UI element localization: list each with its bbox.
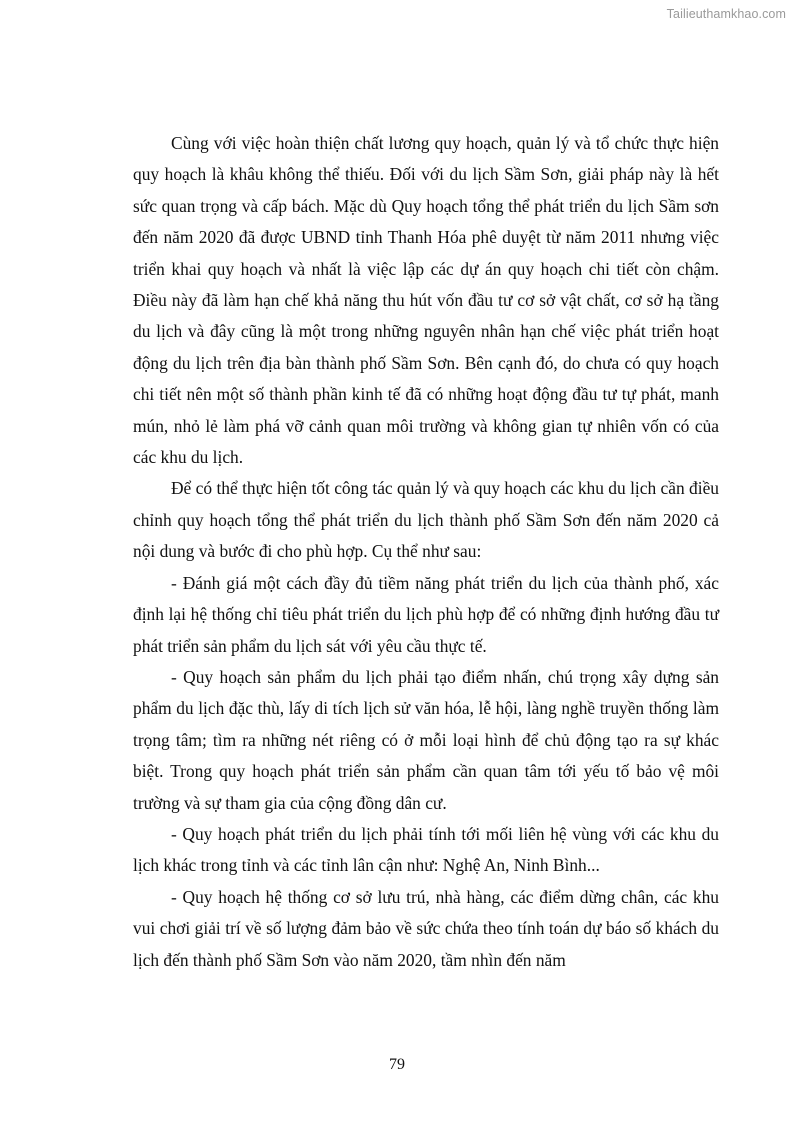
paragraph-6: - Quy hoạch hệ thống cơ sở lưu trú, nhà hàng, các điểm dừng chân, các khu vui chơi giải trí về số lượng đảm bảo về sức chứa theo tính toán dự báo số khách du lịch đến thành phố Sầm Sơn vào năm 2020, tầm nhìn đến năm	[133, 886, 719, 970]
paragraph-4: - Quy hoạch sản phẩm du lịch phải tạo điểm nhấn, chú trọng xây dựng sản phẩm du lịch đặc thù, lấy di tích lịch sử văn hóa, lễ hội, làng nghề truyền thống làm trọng tâm; tìm ra những nét riêng có ở mỗi loại hình để chủ động tạo ra sự khác biệt. Trong quy hoạch phát triển sản phẩm cần quan tâm tới yếu tố bảo vệ môi trường và sự tham gia của cộng đồng dân cư.	[133, 666, 719, 813]
paragraph-5: - Quy hoạch phát triển du lịch phải tính tới mối liên hệ vùng với các khu du lịch khác trong tỉnh và các tỉnh lân cận như: Nghệ An, Ninh Bình...	[133, 823, 719, 876]
paragraph-2: Để có thể thực hiện tốt công tác quản lý và quy hoạch các khu du lịch cần điều chỉnh quy hoạch tổng thể phát triển du lịch thành phố Sầm Sơn đến năm 2020 cả nội dung và bước đi cho phù hợp. Cụ thể như sau:	[133, 478, 719, 562]
document-body	[133, 128, 719, 976]
page-number: 79	[389, 1056, 405, 1073]
paragraph-1: Cùng với việc hoàn thiện chất lương quy hoạch, quản lý và tổ chức thực hiện quy hoạch là khâu không thể thiếu. Đối với du lịch Sầm Sơn, giải pháp này là hết sức quan trọng và cấp bách. Mặc dù Quy hoạch tổng thể phát triển du lịch Sầm sơn đến năm 2020 đã được UBND tỉnh Thanh Hóa phê duyệt từ năm 2011 nhưng việc triển khai quy hoạch và nhất là việc lập các dự án quy hoạch chi tiết còn chậm. Điều này đã làm hạn chế khả năng thu hút vốn đầu tư cơ sở vật chất, cơ sở hạ tầng du lịch và đây cũng là một trong những nguyên nhân hạn chế việc phát triển hoạt động du lịch trên địa bàn thành phố Sầm Sơn. Bên cạnh đó, do chưa có quy hoạch chi tiết nên một số thành phần kinh tế đã có những hoạt động đầu tư tự phát, manh mún, nhỏ lẻ làm phá vỡ cảnh quan môi trường và không gian tự nhiên vốn có của các khu du lịch.	[133, 133, 719, 468]
paragraph-3: - Đánh giá một cách đầy đủ tiềm năng phát triển du lịch của thành phố, xác định lại hệ thống chỉ tiêu phát triển du lịch phù hợp để có những định hướng đầu tư phát triển sản phẩm du lịch sát với yêu cầu thực tế.	[133, 572, 719, 656]
watermark-text: Tailieuthamkhao.com	[666, 7, 786, 21]
